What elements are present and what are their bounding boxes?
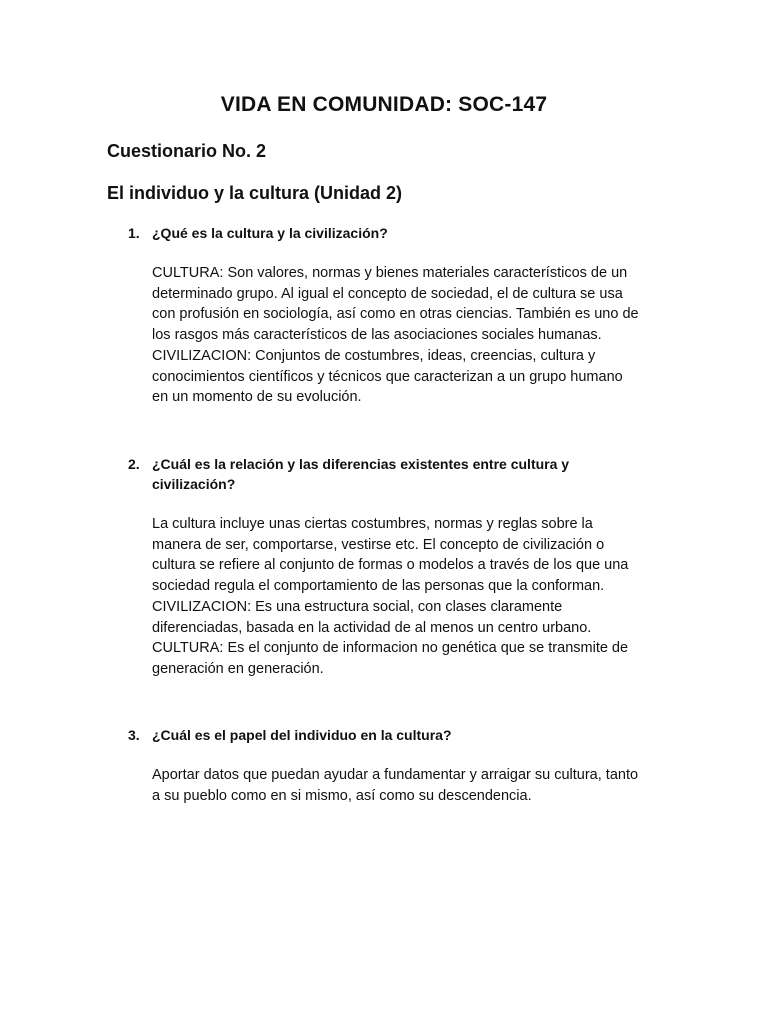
question-number: 2. [128, 456, 140, 472]
question-number: 3. [128, 727, 140, 743]
question-text: ¿Cuál es la relación y las diferencias existentes entre cultura y civilización? [152, 456, 570, 492]
question-text: ¿Qué es la cultura y la civilización? [152, 225, 388, 241]
document-title: VIDA EN COMUNIDAD: SOC-147 [220, 93, 548, 116]
answer-1: CULTURA: Son valores, normas y bienes materiales característicos de un determinado grupo. Al igual el concepto de sociedad, el de cultura se usa con profusión en sociología, así como en otras ciencias. También es uno de los rasgos más característicos de las asociaciones sociales humanas. CIVILIZACION: Conjuntos de costumbres, ideas, creencias, cultura y conocimientos científicos y técnicos que caracterizan a un grupo humano en un momento de su evolución. [152, 265, 639, 406]
answer-3: Aportar datos que puedan ayudar a fundamentar y arraigar su cultura, tanto a su pueblo como en si mismo, así como su descendencia. [152, 767, 639, 804]
question-number: 1. [128, 225, 140, 241]
question-text: ¿Cuál es el papel del individuo en la cultura? [152, 727, 452, 743]
unit-heading: El individuo y la cultura (Unidad 2) [107, 183, 403, 203]
answer-2: La cultura incluye unas ciertas costumbres, normas y reglas sobre la manera de ser, comportarse, vestirse etc. El concepto de civilización o cultura se refiere al conjunto de formas o modelos a través de los que una sociedad regula el comportamiento de las personas que la conforman. CIVILIZACION: Es una estructura social, con clases claramente diferenciadas, basada en la actividad de al menos un centro urbano. CULTURA: Es el conjunto de informacion no genética que se transmite de generación en generación. [152, 516, 629, 677]
question-3 [128, 725, 628, 745]
question-2 [128, 454, 628, 494]
question-1 [128, 223, 628, 243]
questionnaire-heading: Cuestionario No. 2 [107, 141, 267, 161]
